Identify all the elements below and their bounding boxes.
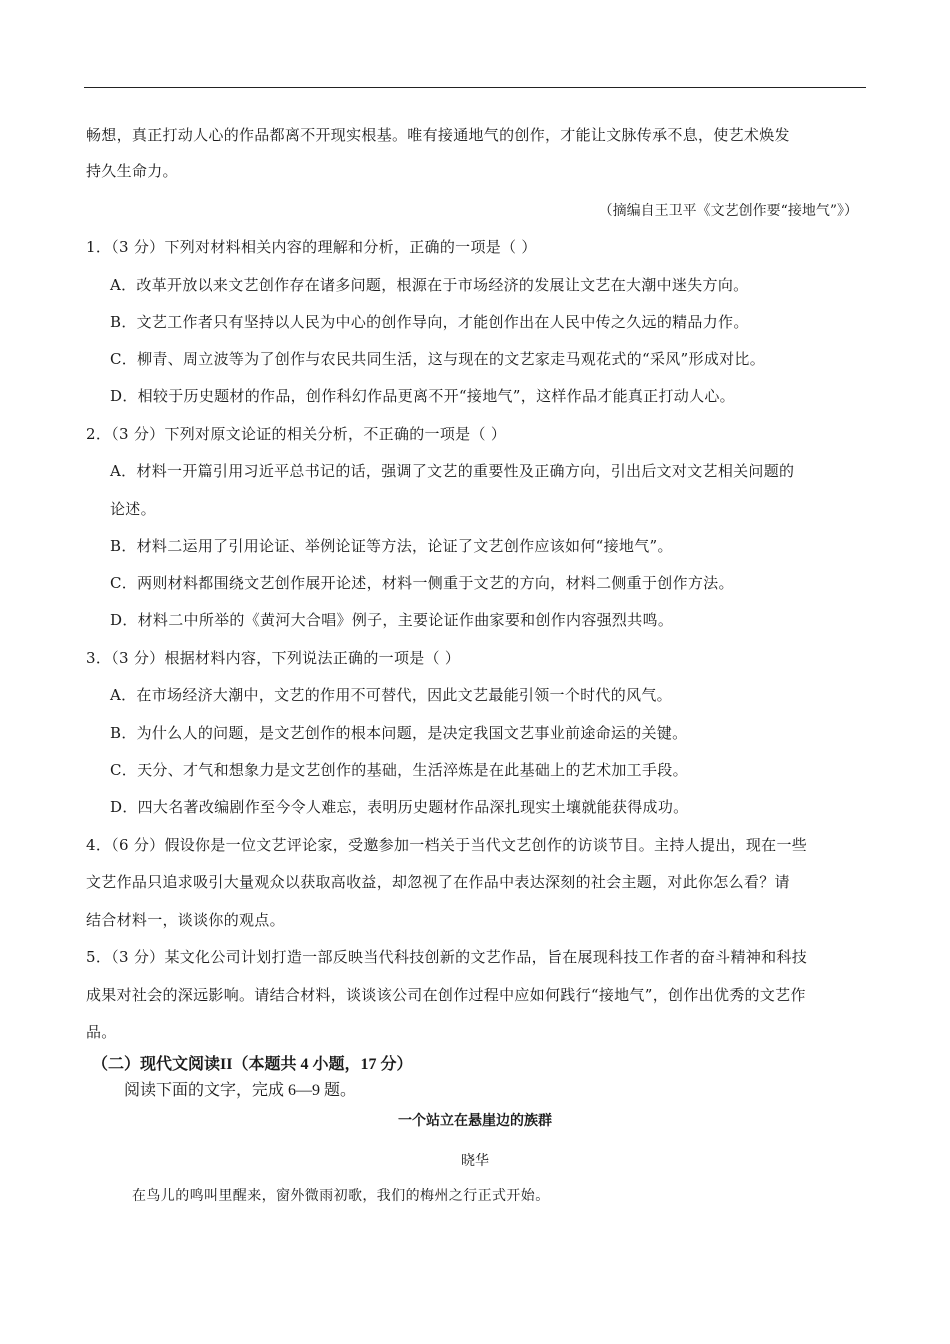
question-2-option-d: D．材料二中所举的《黄河大合唱》例子，主要论证作曲家要和创作内容强烈共鸣。 <box>110 611 674 629</box>
question-2-stem: 2．（3 分）下列对原文论证的相关分析，不正确的一项是（ ） <box>86 425 507 443</box>
question-3-option-a: A．在市场经济大潮中，文艺的作用不可替代，因此文艺最能引领一个时代的风气。 <box>110 686 672 704</box>
article-author: 晓华 <box>461 1153 489 1169</box>
question-4-line-3: 结合材料一，谈谈你的观点。 <box>86 911 285 929</box>
question-1-option-a: A．改革开放以来文艺创作存在诸多问题，根源在于市场经济的发展让文艺在大潮中迷失方向。 <box>110 276 749 294</box>
question-3-option-d: D．四大名著改编剧作至今令人难忘，表明历史题材作品深扎现实土壤就能获得成功。 <box>110 798 689 816</box>
question-4-line-1: 4．（6 分）假设你是一位文艺评论家，受邀参加一档关于当代文艺创作的访谈节目。主持人提出，现在一些 <box>86 836 808 854</box>
article-paragraph: 在鸟儿的鸣叫里醒来，窗外微雨初歌，我们的梅州之行正式开始。 <box>132 1188 550 1204</box>
question-2-option-a-cont: 论述。 <box>110 500 156 518</box>
question-2-option-b: B．材料二运用了引用论证、举例论证等方法，论证了文艺创作应该如何“接地气”。 <box>110 537 673 555</box>
question-4-line-2: 文艺作品只追求吸引大量观众以获取高收益，却忽视了在作品中表达深刻的社会主题，对此你怎么看？请 <box>86 873 790 891</box>
question-2-option-a: A．材料一开篇引用习近平总书记的话，强调了文艺的重要性及正确方向，引出后文对文艺相关问题的 <box>110 462 795 480</box>
question-2-option-c: C．两则材料都围绕文艺创作展开论述，材料一侧重于文艺的方向，材料二侧重于创作方法。 <box>110 574 734 592</box>
question-3-option-b: B．为什么人的问题，是文艺创作的根本问题，是决定我国文艺事业前途命运的关键。 <box>110 724 688 742</box>
question-5-line-3: 品。 <box>86 1023 117 1041</box>
question-1-option-c: C．柳青、周立波等为了创作与农民共同生活，这与现在的文艺家走马观花式的“采风”形成对比。 <box>110 350 766 368</box>
intro-line-2: 持久生命力。 <box>86 162 178 180</box>
question-5-line-1: 5．（3 分）某文化公司计划打造一部反映当代科技创新的文艺作品，旨在展现科技工作者的奋斗精神和科技 <box>86 948 808 966</box>
question-1-option-d: D．相较于历史题材的作品，创作科幻作品更离不开“接地气”，这样作品才能真正打动人心。 <box>110 387 735 405</box>
question-3-option-c: C．天分、才气和想象力是文艺创作的基础，生活淬炼是在此基础上的艺术加工手段。 <box>110 761 688 779</box>
section-instruction: 阅读下面的文字，完成 6—9 题。 <box>124 1082 357 1099</box>
intro-line-1: 畅想，真正打动人心的作品都离不开现实根基。唯有接通地气的创作，才能让文脉传承不息，使艺术焕发 <box>86 126 790 144</box>
source-citation: （摘编自王卫平《文艺创作要“接地气”》） <box>598 203 858 219</box>
header-rule <box>84 87 866 88</box>
question-1-option-b: B．文艺工作者只有坚持以人民为中心的创作导向，才能创作出在人民中传之久远的精品力作。 <box>110 313 749 331</box>
question-5-line-2: 成果对社会的深远影响。请结合材料，谈谈该公司在创作过程中应如何践行“接地气”，创作出优秀的文艺作 <box>86 986 806 1004</box>
article-title: 一个站立在悬崖边的族群 <box>398 1113 552 1129</box>
question-1-stem: 1．（3 分）下列对材料相关内容的理解和分析，正确的一项是（ ） <box>86 238 537 256</box>
question-3-stem: 3．（3 分）根据材料内容，下列说法正确的一项是（ ） <box>86 649 461 667</box>
section-heading: （二）现代文阅读II（本题共 4 小题，17 分） <box>92 1056 413 1073</box>
